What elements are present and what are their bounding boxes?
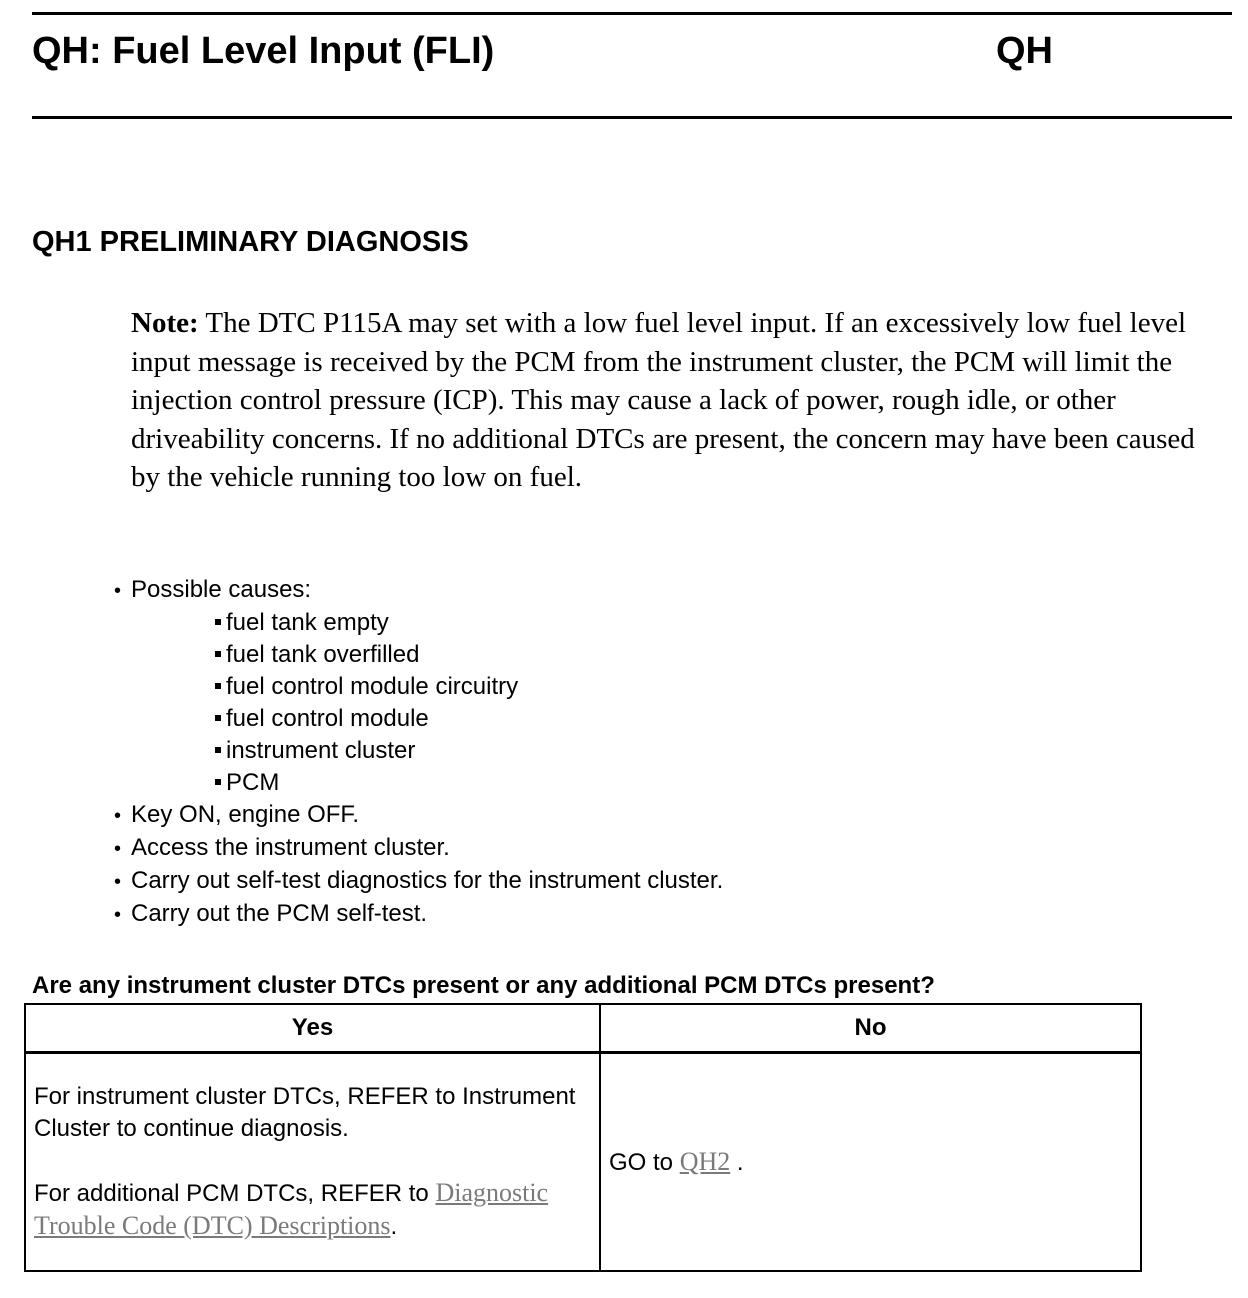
dtc-descriptions-link[interactable]: Diagnostic Trouble Code (DTC) Descriptions (34, 1178, 549, 1240)
diagnosis-question: Are any instrument cluster DTCs present or any additional PCM DTCs present? (32, 972, 935, 999)
note-paragraph (131, 304, 1221, 497)
paragraph-gap (34, 1145, 591, 1177)
cause-item (215, 671, 723, 703)
cause-text: fuel tank overfilled (226, 641, 420, 668)
causes-list (114, 607, 723, 799)
square-bullet-icon (215, 619, 221, 625)
cause-item (215, 735, 723, 767)
bullet-icon: • (114, 904, 122, 926)
list-item (114, 574, 723, 799)
header-bottom-rule (32, 116, 1232, 119)
diagnosis-steps (114, 574, 723, 931)
note-text: The DTC P115A may set with a low fuel level input. If an excessively low fuel level input message is received by the PCM from the instrument cluster, the PCM will limit the injection control pressure (ICP). This may cause a lack of power, rough idle, or other driveability concerns. If no additional DTCs are present, the concern may have been caused by the vehicle running too low on fuel. (131, 307, 1195, 493)
list-item (114, 865, 723, 898)
cause-text: fuel control module (226, 705, 429, 732)
step-text: Key ON, engine OFF. (131, 801, 360, 828)
step-text: Access the instrument cluster. (131, 834, 450, 861)
yes-instruction-2-text: For additional PCM DTCs, REFER to (34, 1180, 436, 1207)
square-bullet-icon (215, 747, 221, 753)
cause-item (215, 767, 723, 799)
cause-item (215, 639, 723, 671)
cause-item (215, 703, 723, 735)
top-rule (32, 12, 1232, 15)
yes-instruction-2-suffix: . (390, 1213, 398, 1240)
note-label: Note: (131, 307, 199, 339)
no-cell (600, 1053, 1141, 1272)
causes-label: Possible causes: (131, 576, 312, 603)
page-code: QH (996, 30, 1053, 72)
qh2-link[interactable]: QH2 (679, 1146, 731, 1176)
cause-text: fuel tank empty (226, 609, 389, 636)
square-bullet-icon (215, 779, 221, 785)
yes-instruction-1: For instrument cluster DTCs, REFER to Instrument Cluster to continue diagnosis. (34, 1083, 576, 1142)
header-no: No (600, 1004, 1141, 1053)
step-text: Carry out self-test diagnostics for the instrument cluster. (131, 867, 724, 894)
yes-cell (25, 1053, 600, 1272)
no-instruction-suffix: . (730, 1148, 744, 1176)
list-item (114, 799, 723, 832)
step-text: Carry out the PCM self-test. (131, 900, 428, 927)
yes-instruction-2 (34, 1177, 591, 1243)
list-item (114, 898, 723, 931)
bullet-icon: • (114, 838, 122, 860)
table-header-row (25, 1004, 1141, 1053)
page-title: QH: Fuel Level Input (FLI) (32, 30, 495, 72)
bullet-icon: • (114, 871, 122, 893)
cause-text: fuel control module circuitry (226, 673, 519, 700)
header-yes: Yes (25, 1004, 600, 1053)
cause-item (215, 607, 723, 639)
bullet-icon: • (114, 580, 122, 602)
cause-text: instrument cluster (226, 737, 416, 764)
square-bullet-icon (215, 651, 221, 657)
no-instruction-text: GO to (609, 1148, 680, 1176)
table-row (25, 1053, 1141, 1272)
list-item (114, 832, 723, 865)
bullet-icon: • (114, 805, 122, 827)
section-title: QH1 PRELIMINARY DIAGNOSIS (32, 226, 469, 258)
answer-table (24, 1003, 1142, 1272)
square-bullet-icon (215, 715, 221, 721)
square-bullet-icon (215, 683, 221, 689)
cause-text: PCM (226, 769, 280, 796)
